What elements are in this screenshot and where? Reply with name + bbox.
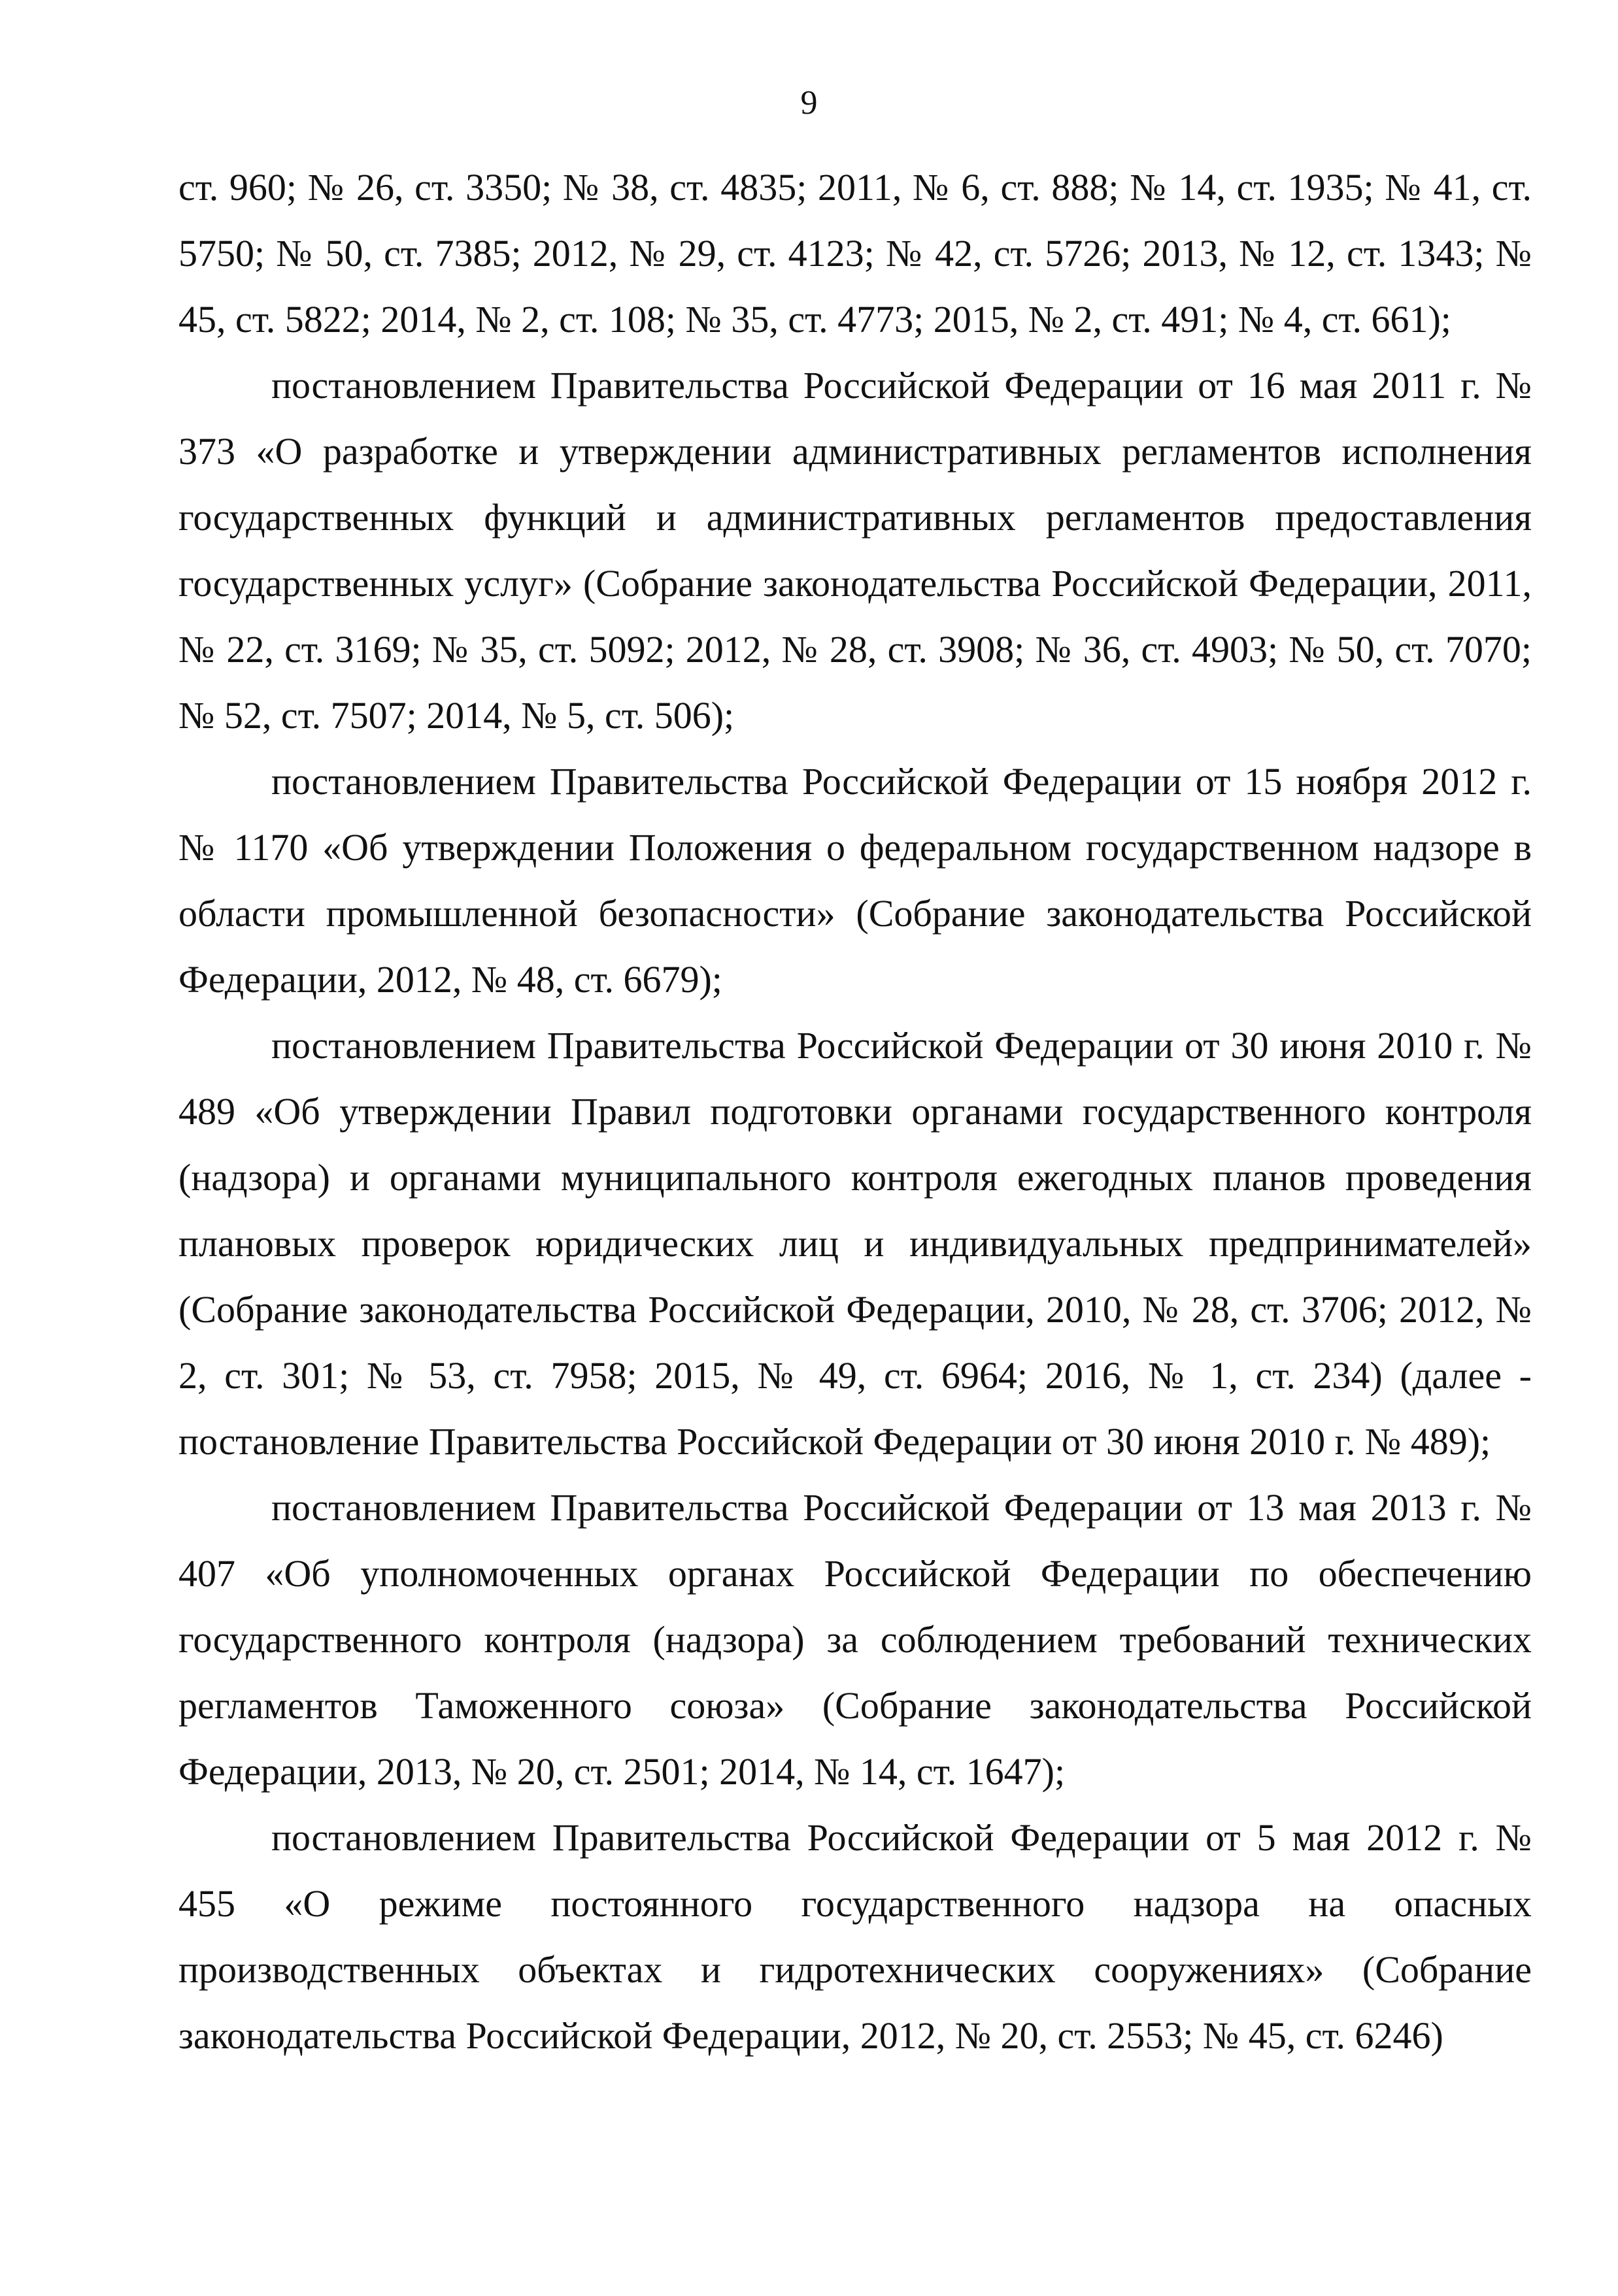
paragraph-resolution-455: постановлением Правительства Российской Федерации от 5 мая 2012 г. № 455 «О режиме постоянного государственного надзора на опасных производственных объектах и гидротехнических сооружениях» (Собрание законодательства Российской Федерации, 2012, № 20, ст. 2553; № 45, ст. 6246) bbox=[178, 1816, 1532, 2057]
paragraph-continuation: ст. 960; № 26, ст. 3350; № 38, ст. 4835; 2011, № 6, ст. 888; № 14, ст. 1935; № 41, ст. 5750; № 50, ст. 7385; 2012, № 29, ст. 4123; № 42, ст. 5726; 2013, № 12, ст. 1343; № 45, ст. 5822; 2014, № 2, ст. 108; № 35, ст. 4773; 2015, № 2, ст. 491; № 4, ст. 661); bbox=[178, 166, 1532, 341]
paragraph-resolution-1170: постановлением Правительства Российской Федерации от 15 ноября 2012 г. № 1170 «Об утверждении Положения о федеральном государственном надзоре в области промышленной безопасности» (Собрание законодательства Российской Федерации, 2012, № 48, ст. 6679); bbox=[178, 760, 1532, 1001]
page-number: 9 bbox=[800, 84, 818, 122]
document-body bbox=[178, 154, 1532, 2069]
paragraph-resolution-373: постановлением Правительства Российской Федерации от 16 мая 2011 г. № 373 «О разработке и утверждении административных регламентов исполнения государственных функций и административных регламентов предоставления государственных услуг» (Собрание законодательства Российской Федерации, 2011, № 22, ст. 3169; № 35, ст. 5092; 2012, № 28, ст. 3908; № 36, ст. 4903; № 50, ст. 7070; № 52, ст. 7507; 2014, № 5, ст. 506); bbox=[178, 364, 1532, 737]
paragraph-resolution-407: постановлением Правительства Российской Федерации от 13 мая 2013 г. № 407 «Об уполномоченных органах Российской Федерации по обеспечению государственного контроля (надзора) за соблюдением требований технических регламентов Таможенного союза» (Собрание законодательства Российской Федерации, 2013, № 20, ст. 2501; 2014, № 14, ст. 1647); bbox=[178, 1486, 1532, 1793]
paragraph-resolution-489: постановлением Правительства Российской Федерации от 30 июня 2010 г. № 489 «Об утверждении Правил подготовки органами государственного контроля (надзора) и органами муниципального контроля ежегодных планов проведения плановых проверок юридических лиц и индивидуальных предпринимателей» (Собрание законодательства Российской Федерации, 2010, № 28, ст. 3706; 2012, № 2, ст. 301; № 53, ст. 7958; 2015, № 49, ст. 6964; 2016, № 1, ст. 234) (далее - постановление Правительства Российской Федерации от 30 июня 2010 г. № 489); bbox=[178, 1024, 1532, 1463]
